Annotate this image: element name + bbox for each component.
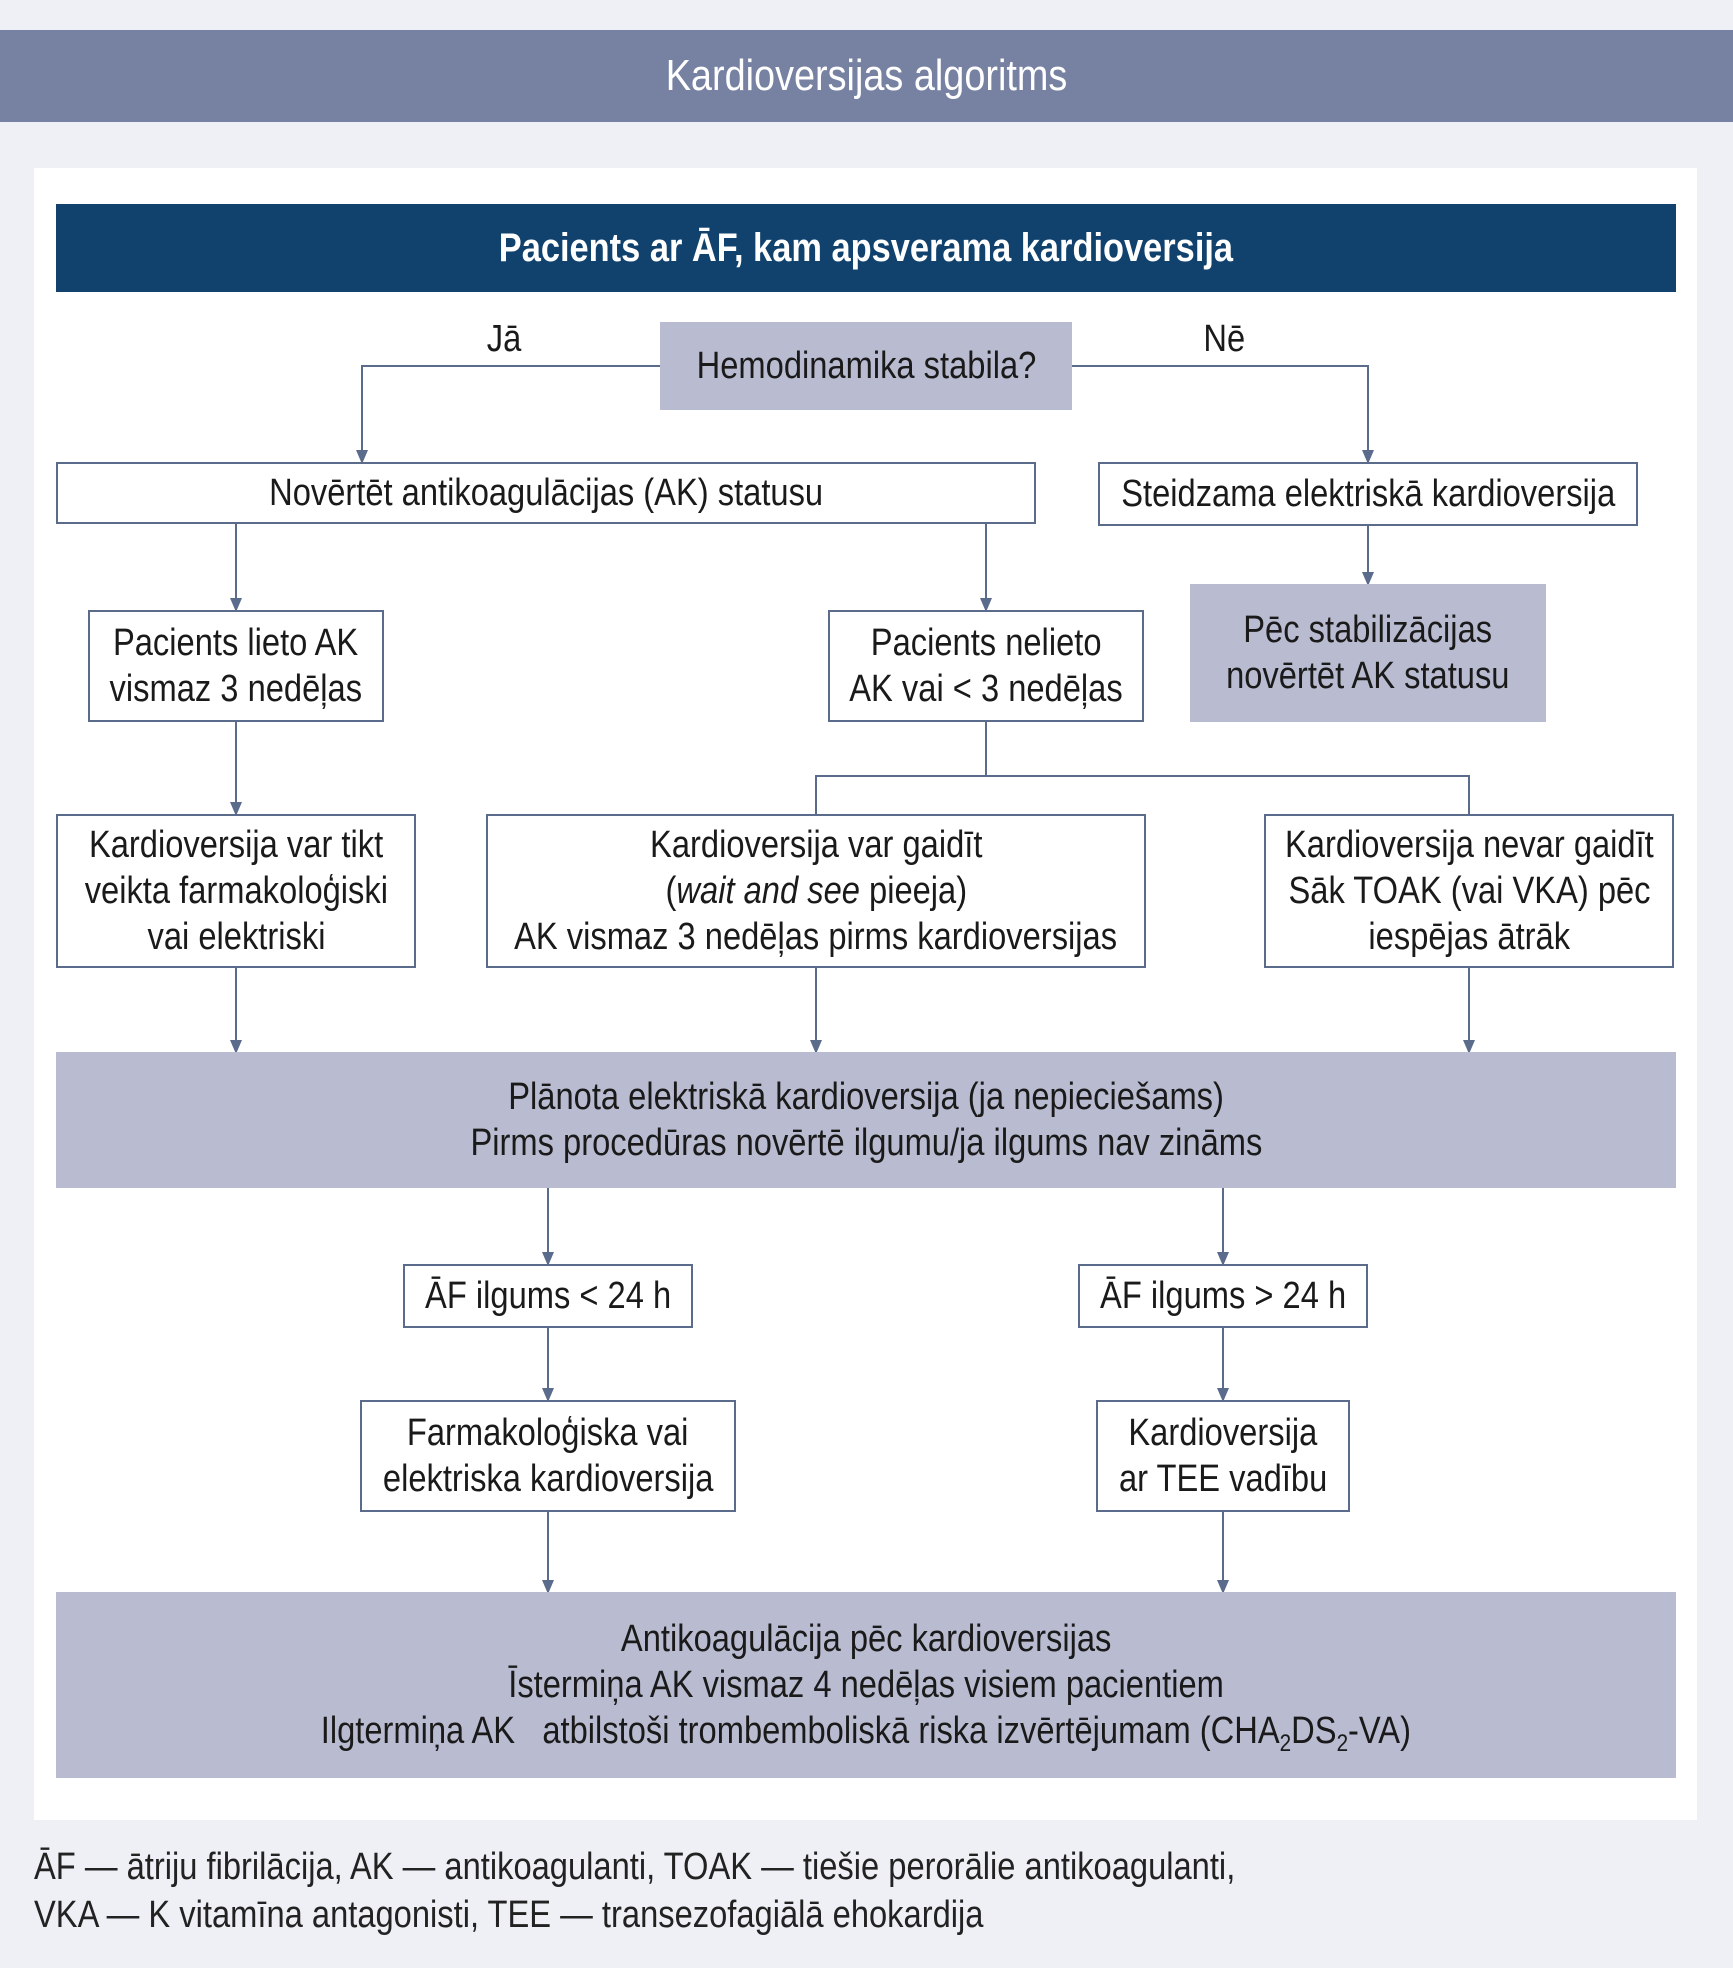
no-label: Nē	[1203, 318, 1246, 360]
start-node	[56, 204, 1676, 292]
assess-ak-node: Novērtēt antikoagulācijas (AK) statusu	[56, 462, 1036, 524]
post-cv-long-term-line: Ilgtermiņa AK atbilstoši trombemboliskā riska izvērtējumam $(CHA_2DS_2-VA)$	[320, 1710, 1412, 1757]
cv-tee-node: Kardioversija ar TEE vadību	[1096, 1400, 1350, 1512]
af-duration-lt24-node: ĀF ilgums < 24 h	[403, 1264, 693, 1328]
arrow-yes	[362, 366, 660, 462]
planned-cv-node: Plānota elektriskā kardioversija (ja nepieciešams) Pirms procedūras novērtē ilgumu/ja ilgums nav zināms	[56, 1052, 1676, 1188]
footnote-line-2: VKA — K vitamīna antagonisti, TEE — transezofagiālā ehokardija	[34, 1894, 984, 1936]
split-not-on-ak	[816, 722, 986, 814]
diagram-title-text: Kardioversijas algoritms	[665, 51, 1068, 100]
cv-pharm-elec-node: Kardioversija var tikt veikta farmakoloģiski vai elektriski	[56, 814, 416, 968]
after-stabilization-node: Pēc stabilizācijas novērtēt AK statusu	[1190, 584, 1546, 722]
abbreviations-footnote	[34, 1843, 1714, 1939]
cv-can-wait-approach: (wait and see pieeja)	[665, 870, 967, 912]
cv-can-wait-node: Kardioversija var gaidīt (wait and see pieeja) AK vismaz 3 nedēļas pirms kardioversijas	[486, 814, 1146, 968]
hemodynamics-decision: Hemodinamika stabila?	[660, 322, 1072, 410]
cv-cannot-wait-node: Kardioversija nevar gaidīt Sāk TOAK (vai VKA) pēc iespējas ātrāk	[1264, 814, 1674, 968]
on-ak-node: Pacients lieto AK vismaz 3 nedēļas	[88, 610, 384, 722]
start-node-text: Pacients ar ĀF, kam apsverama kardioversija	[498, 225, 1234, 270]
split-not-on-ak-right	[986, 776, 1469, 814]
urgent-cv-node: Steidzama elektriskā kardioversija	[1098, 462, 1638, 526]
yes-label: Jā	[486, 318, 522, 360]
pharm-or-elec-cv-node: Farmakoloģiska vai elektriska kardioversija	[360, 1400, 736, 1512]
footnote-line-1: ĀF — ātriju fibrilācija, AK — antikoagulanti, TOAK — tiešie perorālie antikoagulanti,	[34, 1846, 1236, 1888]
arrow-no	[1072, 366, 1368, 462]
not-on-ak-node: Pacients nelieto AK vai < 3 nedēļas	[828, 610, 1144, 722]
af-duration-gt24-node: ĀF ilgums > 24 h	[1078, 1264, 1368, 1328]
post-cv-anticoagulation-node: Antikoagulācija pēc kardioversijas Īstermiņa AK vismaz 4 nedēļas visiem pacientiem Ilgtermiņa AK atbilstoši trombemboliskā riska izvērtējumam $(CHA_2DS_2-VA)$	[56, 1592, 1676, 1778]
